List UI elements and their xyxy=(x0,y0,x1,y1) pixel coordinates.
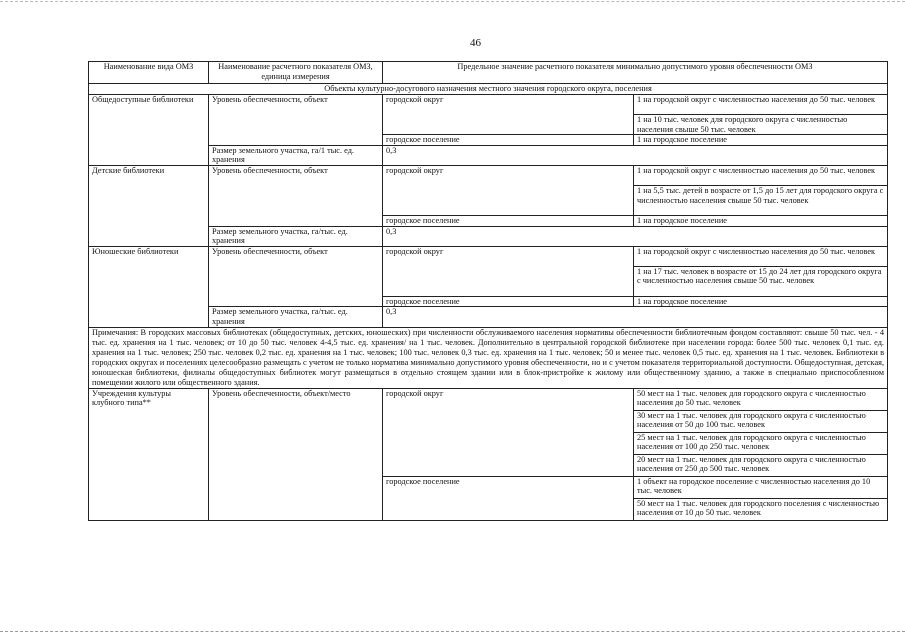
header-indicator: Наименование расчетного показателя ОМЗ, единица измерения xyxy=(209,62,383,84)
section-title: Объекты культурно-досугового назначения местного значения городского округа, поселения xyxy=(89,84,888,95)
header-limit-value: Предельное значение расчетного показателя минимально допустимого уровня обеспеченности ОМЗ xyxy=(383,62,888,84)
limit-value: 1 на 5,5 тыс. детей в возрасте от 1,5 до 15 лет для городского округа с численностью населения свыше 50 тыс. человек xyxy=(634,185,888,215)
limit-value: 1 объект на городское поселение с численностью населения до 10 тыс. человек xyxy=(634,476,888,498)
limit-value: 1 на городское поселение xyxy=(634,135,888,146)
indicator-name: Уровень обеспеченности, объект xyxy=(209,95,383,146)
section-row xyxy=(89,84,888,95)
limit-value: 1 на городской округ с численностью населения до 50 тыс. человек xyxy=(634,246,888,266)
settlement-type: городское поселение xyxy=(383,135,634,146)
omz-name: Юношеские библиотеки xyxy=(89,246,209,327)
settlement-type: городское поселение xyxy=(383,476,634,520)
land-indicator: Размер земельного участка, га/1 тыс. ед. хранения xyxy=(209,145,383,165)
omz-table xyxy=(88,61,888,521)
limit-value: 20 мест на 1 тыс. человек для городского округа с численностью населения от 250 до 500 тыс. человек xyxy=(634,454,888,476)
notes: Примечания: В городских массовых библиотеках (общедоступных, детских, юношеских) при численности обслуживаемого населения нормативы обеспеченности библиотечным фондом составляют: свыше 50 тыс. чел. - 4 тыс. ед. хранения на 1 тыс. человек; от 10 до 50 тыс. человек 4-4,5 тыс. ед. хранения/ на 1 тыс. человек. Дополнительно в центральной городской библиотеке при населении города: более 500 тыс. человек 0,1 тыс. ед. хранения на 1 тыс. человек; 250 тыс. человек 0,2 тыс. ед. хранения на 1 тыс. человек; 100 тыс. человек 0,3 тыс. ед. хранения на 1 тыс. человек; 50 и менее тыс. человек 0,5 тыс. ед. хранения на 1 тыс. человек. Библиотеки в городских округах и поселениях целесообразно размещать с учетом не только норматива минимально допустимого уровня обеспеченности, но и с учетом показателя территориальной доступности. Общедоступная, детская, юношеская библиотеки, филиалы общедоступных библиотек могут размещаться в отдельно стоящем здании или в блок-пристройке к жилому или общественному зданию, а также в специально приспособленном помещении жилого или общественного здания. xyxy=(89,327,888,388)
page-number: 46 xyxy=(470,37,481,49)
settlement-type: городское поселение xyxy=(383,296,634,307)
land-indicator: Размер земельного участка, га/тыс. ед. хранения xyxy=(209,226,383,246)
limit-value: 1 на 10 тыс. человек для городского округа с численностью населения свыше 50 тыс. человек xyxy=(634,115,888,135)
table-row xyxy=(89,145,888,165)
omz-name: Детские библиотеки xyxy=(89,165,209,246)
settlement-type: городской округ xyxy=(383,246,634,296)
limit-value: 50 мест на 1 тыс. человек для городского округа с численностью населения до 50 тыс. человек xyxy=(634,388,888,410)
table-row xyxy=(89,246,888,266)
limit-value: 50 мест на 1 тыс. человек для городского поселения с численностью населения от 10 до 50 тыс. человек xyxy=(634,498,888,520)
settlement-type: городское поселение xyxy=(383,215,634,226)
scan-edge-top xyxy=(0,1,905,2)
indicator-name: Уровень обеспеченности, объект xyxy=(209,246,383,307)
land-value: 0,3 xyxy=(383,226,888,246)
limit-value: 25 мест на 1 тыс. человек для городского округа с численностью населения от 100 до 250 тыс. человек xyxy=(634,432,888,454)
scan-edge-bottom xyxy=(0,631,905,632)
omz-name: Общедоступные библиотеки xyxy=(89,95,209,166)
indicator-name: Уровень обеспеченности, объект/место xyxy=(209,388,383,520)
land-value: 0,3 xyxy=(383,145,888,165)
limit-value: 1 на 17 тыс. человек в возрасте от 15 до 24 лет для городского округа с численностью населения свыше 50 тыс. человек xyxy=(634,266,888,296)
limit-value: 1 на городское поселение xyxy=(634,215,888,226)
table-header-row xyxy=(89,62,888,84)
land-indicator: Размер земельного участка, га/тыс. ед. хранения xyxy=(209,307,383,327)
indicator-name: Уровень обеспеченности, объект xyxy=(209,165,383,226)
table-row xyxy=(89,165,888,185)
settlement-type: городской округ xyxy=(383,165,634,215)
limit-value: 1 на городской округ с численностью населения до 50 тыс. человек xyxy=(634,165,888,185)
land-value: 0,3 xyxy=(383,307,888,327)
table-row xyxy=(89,226,888,246)
header-omz-type: Наименование вида ОМЗ xyxy=(89,62,209,84)
limit-value: 1 на городское поселение xyxy=(634,296,888,307)
limit-value: 30 мест на 1 тыс. человек для городского округа с численностью населения от 50 до 100 тыс. человек xyxy=(634,410,888,432)
limit-value: 1 на городской округ с численностью населения до 50 тыс. человек xyxy=(634,95,888,115)
table-row xyxy=(89,388,888,410)
table-row xyxy=(89,327,888,388)
settlement-type: городской округ xyxy=(383,95,634,135)
table-row xyxy=(89,307,888,327)
omz-name: Учреждения культуры клубного типа** xyxy=(89,388,209,520)
settlement-type: городской округ xyxy=(383,388,634,476)
table-row xyxy=(89,95,888,115)
